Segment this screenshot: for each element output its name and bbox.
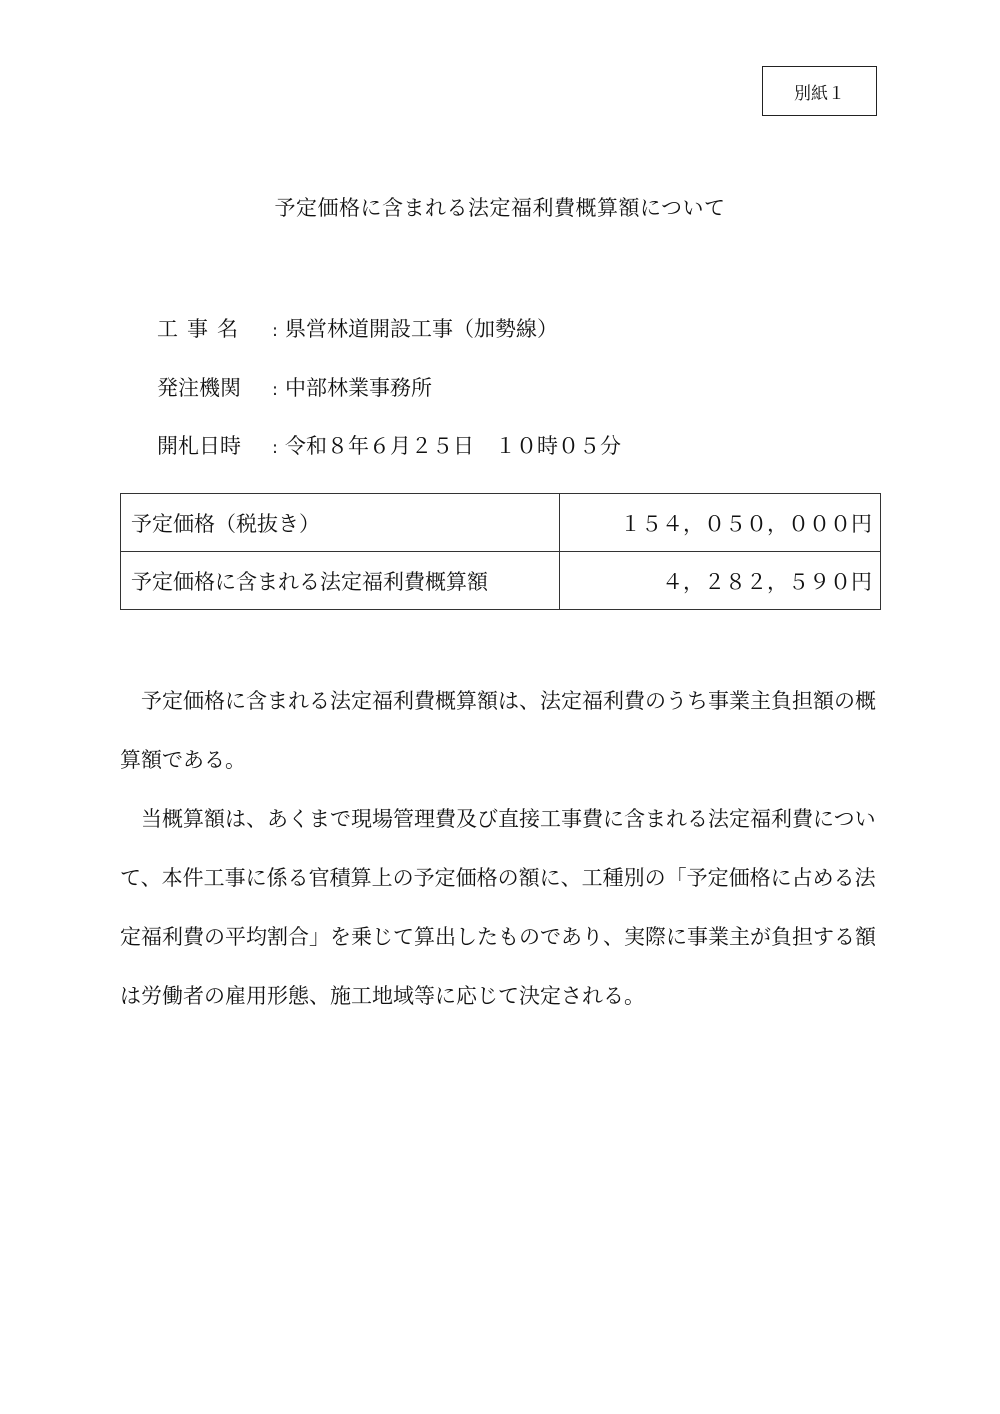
- info-value-bid-opening: 令和８年６月２５日 １０時０５分: [285, 434, 621, 458]
- table-cell-label: 予定価格（税抜き）: [121, 494, 560, 552]
- body-paragraph-definition: 予定価格に含まれる法定福利費概算額は、法定福利費のうち事業主負担額の概算額である。: [120, 689, 876, 772]
- info-separator: :: [272, 380, 278, 400]
- info-row-ordering-agency: [157, 372, 432, 402]
- table-row-planned-price: [121, 494, 881, 552]
- info-label-project-name: 工事名: [157, 317, 247, 341]
- table-cell-value: ４，２８２，５９０円: [560, 552, 881, 610]
- info-label-bid-opening: 開札日時: [157, 434, 241, 458]
- table-row-welfare-estimate: [121, 552, 881, 610]
- table-cell-value: １５４，０５０，０００円: [560, 494, 881, 552]
- info-value-ordering-agency: 中部林業事務所: [285, 376, 432, 400]
- info-label-ordering-agency: 発注機関: [157, 376, 241, 400]
- attachment-label: 別紙１: [794, 83, 845, 104]
- info-value-project-name: 県営林道開設工事（加勢線）: [285, 317, 558, 341]
- info-row-project-name: [157, 313, 558, 343]
- attachment-label-box: [762, 66, 877, 116]
- info-separator: :: [272, 438, 278, 458]
- body-paragraph-explanation: 当概算額は、あくまで現場管理費及び直接工事費に含まれる法定福利費について、本件工事に係る官積算上の予定価格の額に、工種別の「予定価格に占める法定福利費の平均割合」を乗じて算出したものであり、実際に事業主が負担する額は労働者の雇用形態、施工地域等に応じて決定される。: [120, 807, 876, 1008]
- price-table: [120, 493, 881, 610]
- table-cell-label: 予定価格に含まれる法定福利費概算額: [121, 552, 560, 610]
- document-title: 予定価格に含まれる法定福利費概算額について: [274, 196, 726, 220]
- info-separator: :: [272, 321, 278, 341]
- info-row-bid-opening: [157, 430, 621, 460]
